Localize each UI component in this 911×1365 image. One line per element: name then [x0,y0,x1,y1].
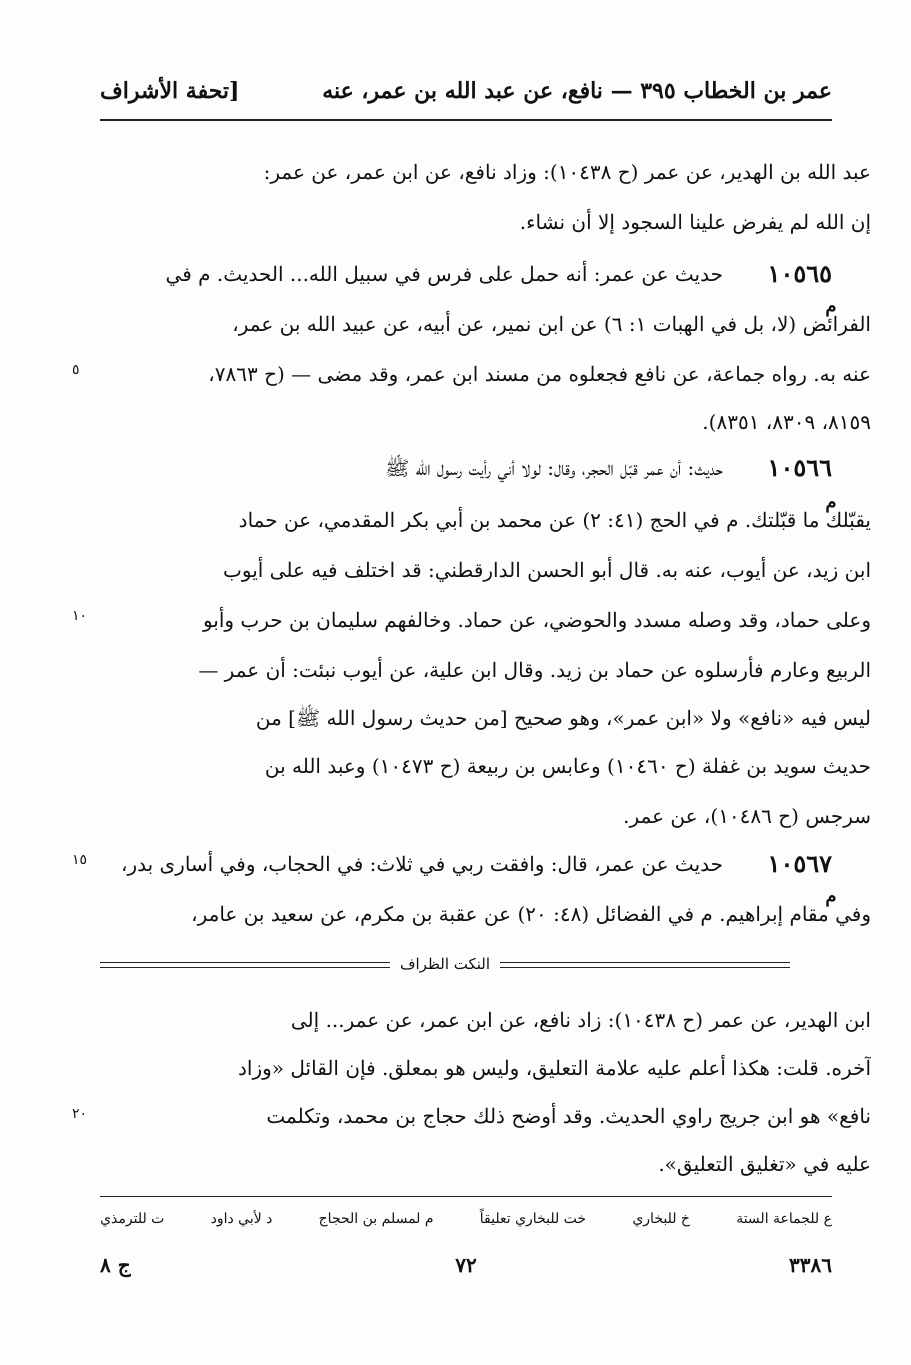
legend-item: خت للبخاري تعليقاً [479,1211,587,1227]
nukat-divider [100,952,790,980]
body-line: عبد الله بن الهدير، عن عمر (ح ١٠٤٣٨): وزاد نافع، عن ابن عمر، عن عمر: [263,160,871,184]
legend-item: م لمسلم بن الحجاج [318,1211,434,1227]
hadith-number: ١٠٥٦٧ [767,849,832,878]
sigla-mark: م [825,296,837,317]
nukat-title: النكت الظراف [390,952,500,976]
footer-code: ٣٣٨٦ [789,1253,832,1277]
legend-item: خ للبخاري [632,1211,690,1227]
hadith-line: وفي مقام إبراهيم. م في الفضائل (٤٨: ٢٠) عن عقبة بن مكرم، عن سعيد بن عامر، [191,902,871,926]
hadith-line: عنه به. رواه جماعة، عن نافع فجعلوه من مسند ابن عمر، وقد مضى — (ح ٧٨٦٣، [208,362,871,386]
footer-rule [100,1196,832,1197]
hadith-line: حديث عن عمر: أنه حمل على فرس في سبيل الله... الحديث. م في [165,262,723,286]
hadith-line: ليس فيه «نافع» ولا «ابن عمر»، وهو صحيح [من حديث رسول الله ﷺ] من [255,706,871,730]
nukat-line: آخره. قلت: هكذا أعلم عليه علامة التعليق، وليس هو بمعلق. فإن القائل «وزاد [238,1056,871,1080]
legend-item: د لأبي داود [210,1211,273,1227]
hadith-line: وعلى حماد، وقد وصله مسدد والحوضي، عن حماد. وخالفهم سليمان بن حرب وأبو [202,608,871,632]
hadith-number: ١٠٥٦٥ [767,259,832,288]
hadith-number: ١٠٥٦٦ [767,453,832,482]
page-number: ٧٢ [455,1253,477,1277]
body-line: إن الله لم يفرض علينا السجود إلا أن نشاء. [519,210,871,234]
page-footer [100,1248,832,1282]
margin-line-number: ١٠ [72,608,88,624]
header-rule [100,119,832,121]
hadith-line: حديث عن عمر، قال: وافقت ربي في ثلاث: في الحجاب، وفي أسارى بدر، [120,852,723,876]
hadith-line: ابن زيد، عن أيوب، عنه به. قال أبو الحسن الدارقطني: قد اختلف فيه على أيوب [223,558,871,582]
hadith-line: حديث سويد بن غفلة (ح ١٠٤٦٠) وعابس بن ربيعة (ح ١٠٤٧٣) وعبد الله بن [264,754,871,778]
header-title: عمر بن الخطاب ٣٩٥ — نافع، عن عبد الله بن عمر، عنه [322,78,832,104]
legend-item: ع للجماعة الستة [736,1211,832,1227]
nukat-line: ابن الهدير، عن عمر (ح ١٠٤٣٨): زاد نافع، عن ابن عمر، عن عمر... إلى [290,1008,871,1032]
running-header [100,66,832,116]
nukat-line: نافع» هو ابن جريج راوي الحديث. وقد أوضح ذلك حجاج بن محمد، وتكلمت [266,1104,871,1128]
sigla-mark: م [825,886,837,907]
hadith-line: الربيع وعارم فأرسلوه عن حماد بن زيد. وقال ابن علية، عن أيوب نبئت: أن عمر — [198,658,871,682]
margin-line-number: ٥ [72,362,80,378]
hadith-line: سرجس (ح ١٠٤٨٦)، عن عمر. [623,804,871,828]
header-book-title: [تحفة الأشراف [100,78,240,104]
sigla-mark: م [825,492,837,513]
hadith-line: حديث: أن عمر قبّل الحجر، وقال: لولا أني رأيت رسول الله ﷺ [385,456,723,480]
volume-number: ج ٨ [100,1253,131,1277]
abbreviation-legend [100,1204,832,1234]
margin-line-number: ١٥ [72,852,88,868]
hadith-line: ٨١٥٩، ٨٣٠٩، ٨٣٥١). [702,410,871,434]
hadith-line: الفرائض (لا، بل في الهبات ١: ٦) عن ابن نمير، عن أبيه، عن عبيد الله بن عمر، [232,312,871,336]
legend-item: ت للترمذي [100,1211,165,1227]
nukat-line: عليه في «تغليق التعليق». [658,1152,871,1176]
margin-line-number: ٢٠ [72,1106,88,1122]
hadith-line: يقبّلك ما قبّلتك. م في الحج (٤١: ٢) عن محمد بن أبي بكر المقدمي، عن حماد [238,508,871,532]
